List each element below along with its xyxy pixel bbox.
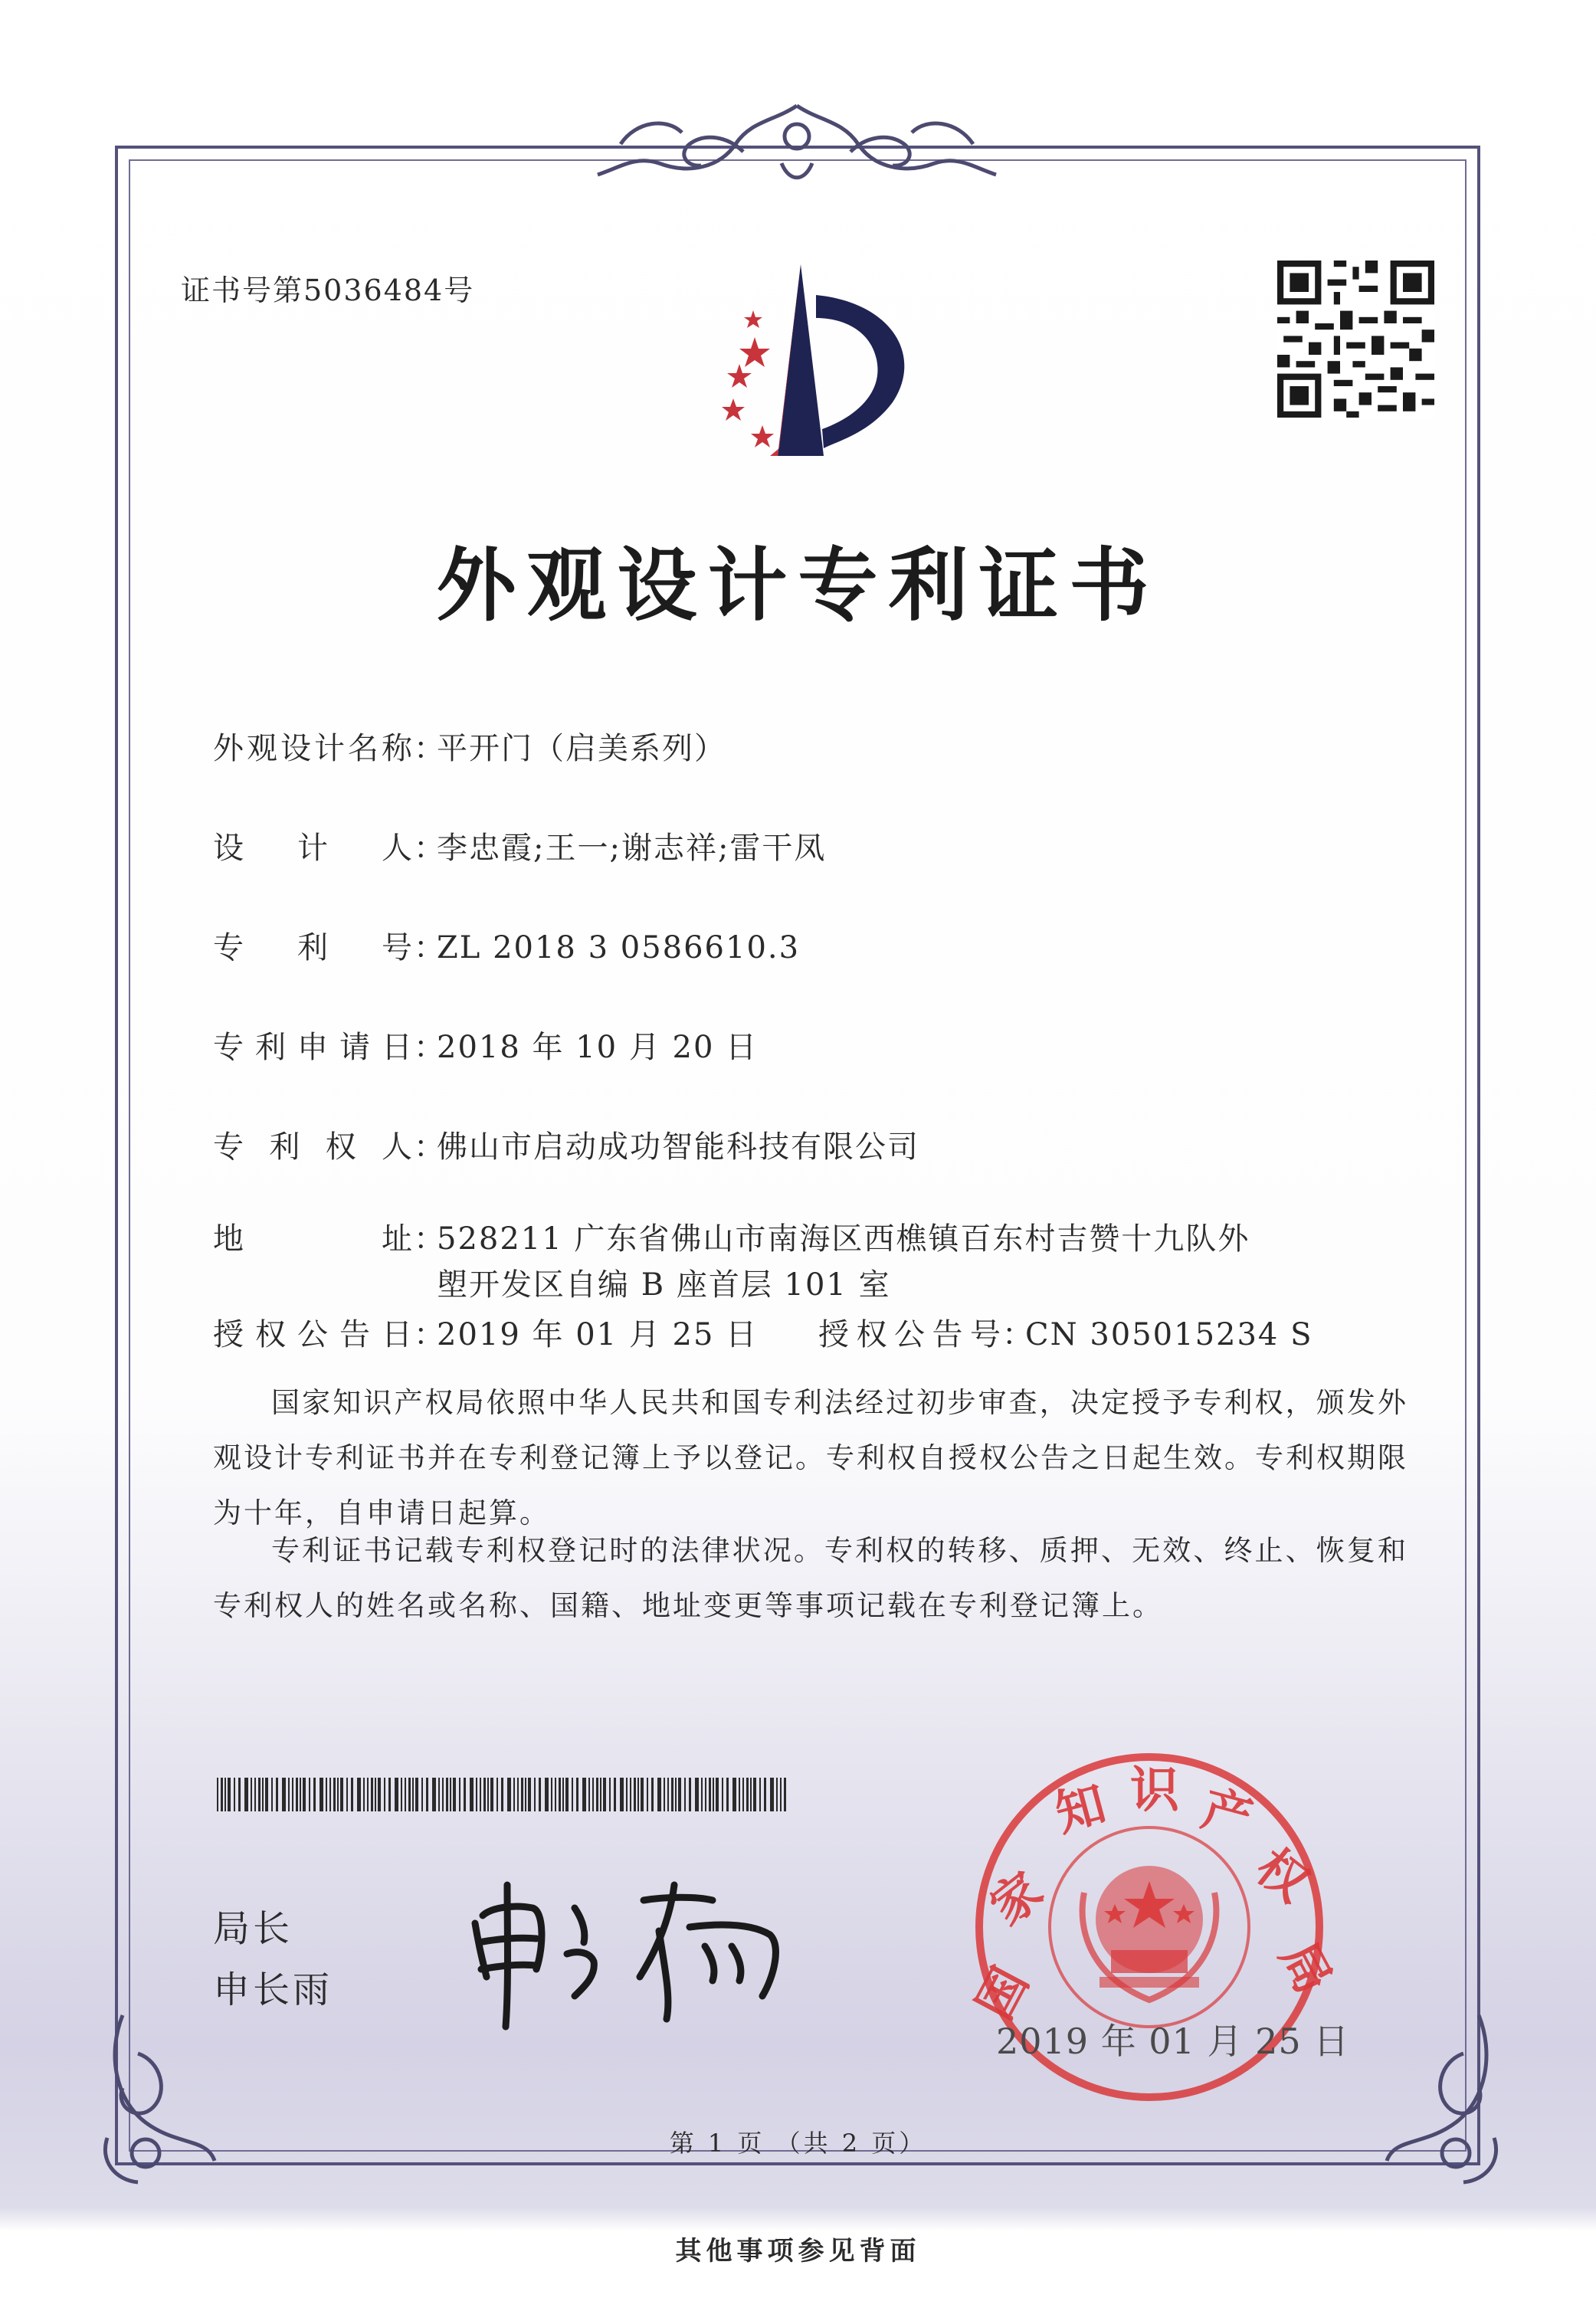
field-value: 李忠霞;王一;谢志祥;雷干凤: [437, 831, 827, 866]
certificate-number: 证书号第5036484号: [181, 274, 475, 307]
field-value: 平开门（启美系列）: [437, 731, 726, 766]
patent-office-logo-icon: [693, 264, 931, 464]
field-application-date: 专利申请日：2018 年 10 月 20 日: [213, 1023, 758, 1067]
field-label: 外观设计名称: [213, 731, 414, 766]
field-value: CN 305015234 S: [1025, 1317, 1313, 1352]
field-label: 专利权人: [213, 1129, 414, 1165]
svg-text:国: 国: [965, 1958, 1041, 2029]
field-grant-date: 授权公告日：2019 年 01 月 25 日: [213, 1310, 758, 1354]
qr-code-icon: [1277, 261, 1434, 418]
field-value: 佛山市启动成功智能科技有限公司: [437, 1129, 919, 1165]
field-label: 专利申请日: [213, 1030, 414, 1065]
director-title: 局长: [213, 1907, 293, 1950]
field-patentee: 专利权人：佛山市启动成功智能科技有限公司: [213, 1123, 919, 1166]
svg-text:局: 局: [1268, 1932, 1343, 2004]
svg-text:权: 权: [1245, 1837, 1319, 1914]
svg-text:家: 家: [979, 1861, 1054, 1937]
field-announcement-number: 授权公告号：CN 305015234 S: [818, 1310, 1313, 1354]
field-value: 528211 广东省佛山市南海区西樵镇百东村吉赞十九队外: [437, 1221, 1250, 1257]
legal-paragraph-2: 专利证书记载专利权登记时的法律状况。专利权的转移、质押、无效、终止、恢复和专利权人的姓名或名称、国籍、地址变更等事项记载在专利登记簿上。: [213, 1534, 1408, 1622]
field-label: 专利号: [213, 930, 414, 965]
field-design-name: 外观设计名称：平开门（启美系列）: [213, 724, 726, 768]
svg-text:产: 产: [1195, 1780, 1259, 1849]
bottom-right-ornament-icon: [1372, 2008, 1509, 2191]
footer-note: 其他事项参见背面: [675, 2236, 921, 2267]
field-patent-number: 专利号：ZL 2018 3 0586610.3: [213, 923, 800, 967]
field-label: 设计人: [213, 831, 414, 866]
field-address: 地址：528211 广东省佛山市南海区西樵镇百东村吉赞十九队外: [213, 1214, 1250, 1258]
field-value: 2018 年 10 月 20 日: [437, 1030, 759, 1065]
field-value: 塱开发区自编 B 座首层 101 室: [437, 1267, 891, 1303]
field-value: 2019 年 01 月 25 日: [437, 1317, 759, 1352]
page-indicator: 第 1 页 （共 2 页）: [669, 2129, 927, 2158]
svg-text:识: 识: [1130, 1762, 1179, 1819]
director-name: 申长雨: [213, 1968, 333, 2011]
field-label: 授权公告号: [818, 1317, 1002, 1352]
field-value: ZL 2018 3 0586610.3: [437, 930, 801, 965]
svg-text:知: 知: [1049, 1775, 1112, 1844]
field-label: 授权公告日: [213, 1317, 414, 1352]
field-designers: 设计人：李忠霞;王一;谢志祥;雷干凤: [213, 824, 826, 867]
seal-date: 2019 年 01 月 25 日: [996, 2021, 1350, 2062]
field-label: 地址: [213, 1221, 414, 1257]
legal-paragraph-1: 国家知识产权局依照中华人民共和国专利法经过初步审查，决定授予专利权，颁发外观设计专利证书并在专利登记簿上予以登记。专利权自授权公告之日起生效。专利权期限为十年，自申请日起算。: [213, 1386, 1408, 1529]
bottom-left-ornament-icon: [92, 2008, 230, 2191]
certificate-title: 外观设计专利证书: [436, 538, 1160, 632]
director-signature-icon: [460, 1862, 812, 2038]
field-address-line2: [437, 1260, 891, 1304]
barcode-icon: [217, 1778, 791, 1811]
top-ornament-icon: [552, 90, 1042, 205]
